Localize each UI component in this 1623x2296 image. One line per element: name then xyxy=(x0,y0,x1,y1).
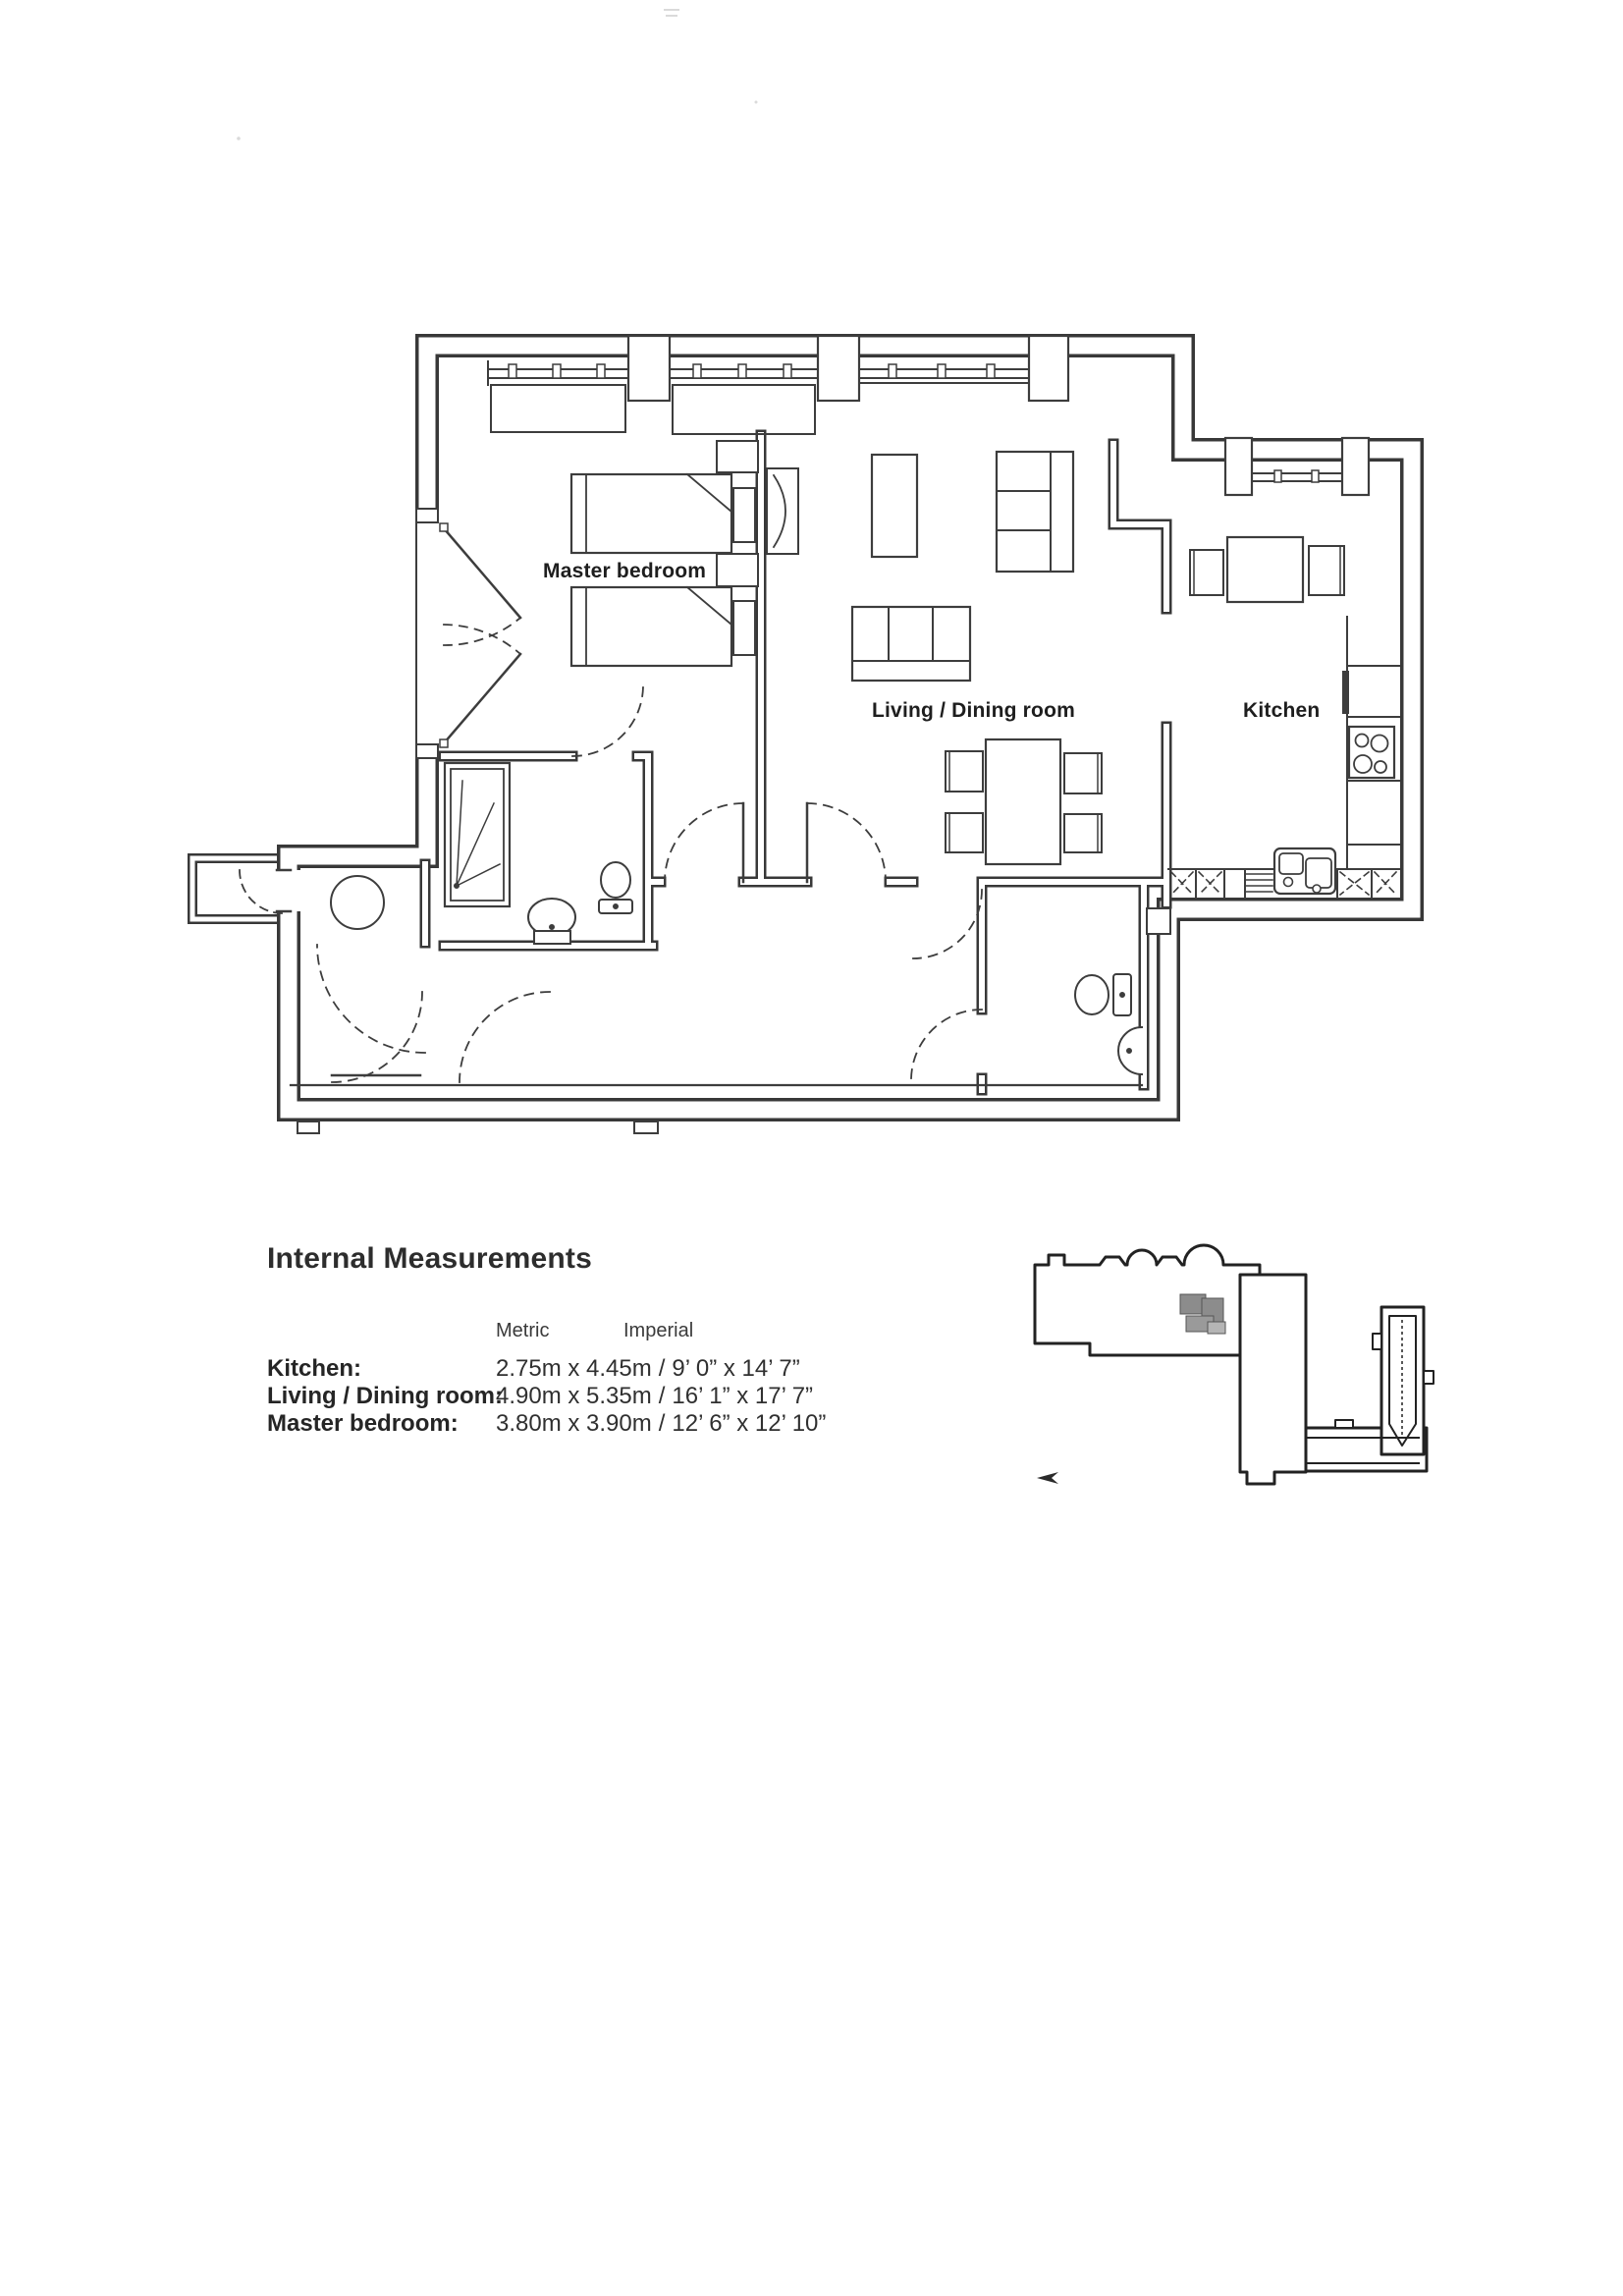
living-dining-furniture xyxy=(852,452,1102,864)
floor-plan xyxy=(192,336,1412,1133)
column-header-imperial: Imperial xyxy=(623,1320,694,1341)
oven-appliance xyxy=(1342,671,1349,714)
head-cabinet xyxy=(717,441,758,472)
scan-artifacts xyxy=(237,10,757,140)
bedroom-door-arc xyxy=(665,803,743,882)
room-label-master-bedroom: Master bedroom xyxy=(543,560,707,582)
measurements-rows xyxy=(267,1355,1151,1438)
shower xyxy=(445,763,510,906)
dressing-mirror-unit xyxy=(767,468,798,554)
sink xyxy=(1274,848,1335,894)
measurement-row-master-bedroom: Master bedroom: 3.80m x 3.90m / 12’ 6” x 12’ 10” xyxy=(267,1410,827,1437)
wardrobe-doors xyxy=(440,523,520,747)
bed-single-2 xyxy=(571,587,731,666)
kitchen-table-set xyxy=(1190,537,1344,602)
internal-measurements-section xyxy=(267,1243,1151,1438)
coffee-table-unit xyxy=(852,607,970,681)
hob xyxy=(1349,727,1394,778)
dining-chair xyxy=(946,813,983,852)
entry-door-arc-left xyxy=(332,992,422,1082)
measurement-row-kitchen: Kitchen: 2.75m x 4.45m / 9’ 0” x 14’ 7” xyxy=(267,1355,800,1382)
basin xyxy=(528,899,575,944)
orientation-arrow-icon xyxy=(1037,1472,1058,1484)
master-bedroom-furniture xyxy=(440,441,798,747)
dining-chair xyxy=(1064,753,1102,793)
entry-door-arc-right xyxy=(460,992,550,1082)
toilet xyxy=(599,862,632,913)
bed-single-1 xyxy=(571,474,731,553)
wc-door-arc xyxy=(911,1010,982,1080)
sideboard xyxy=(872,455,917,557)
dining-chair xyxy=(946,751,983,792)
wc-toilet xyxy=(1075,974,1131,1015)
windows xyxy=(488,336,1369,495)
bedside-cabinet-1 xyxy=(733,488,755,542)
ensuite-fixtures xyxy=(445,763,632,944)
storage-door-arc xyxy=(317,945,425,1053)
measurements-column-headers xyxy=(267,1320,1151,1343)
dining-set xyxy=(946,739,1102,864)
wc-fixtures xyxy=(1075,974,1142,1074)
sofa xyxy=(997,452,1073,572)
window-bays xyxy=(491,383,1027,434)
ensuite-door-arc xyxy=(572,685,643,756)
inner-hall-door-arc xyxy=(913,890,982,958)
room-label-living-dining: Living / Dining room xyxy=(872,699,1075,722)
room-label-kitchen: Kitchen xyxy=(1243,699,1321,722)
storage-fixture xyxy=(331,876,384,929)
column-header-metric: Metric xyxy=(496,1320,550,1341)
measurements-title: Internal Measurements xyxy=(267,1242,592,1275)
dining-chair xyxy=(1064,814,1102,852)
living-door-arc xyxy=(807,803,886,882)
porch-walls xyxy=(192,858,283,919)
dining-table xyxy=(986,739,1060,864)
apartment-location-highlight xyxy=(1180,1294,1225,1334)
mid-cabinet xyxy=(717,554,758,586)
measurement-row-living-dining: Living / Dining room:4.90m x 5.35m / 16’ 1” x 17’ 7” xyxy=(267,1383,814,1409)
wc-basin xyxy=(1118,1027,1142,1074)
building-mid-wing xyxy=(1240,1275,1306,1484)
bedside-cabinet-2 xyxy=(733,601,755,655)
